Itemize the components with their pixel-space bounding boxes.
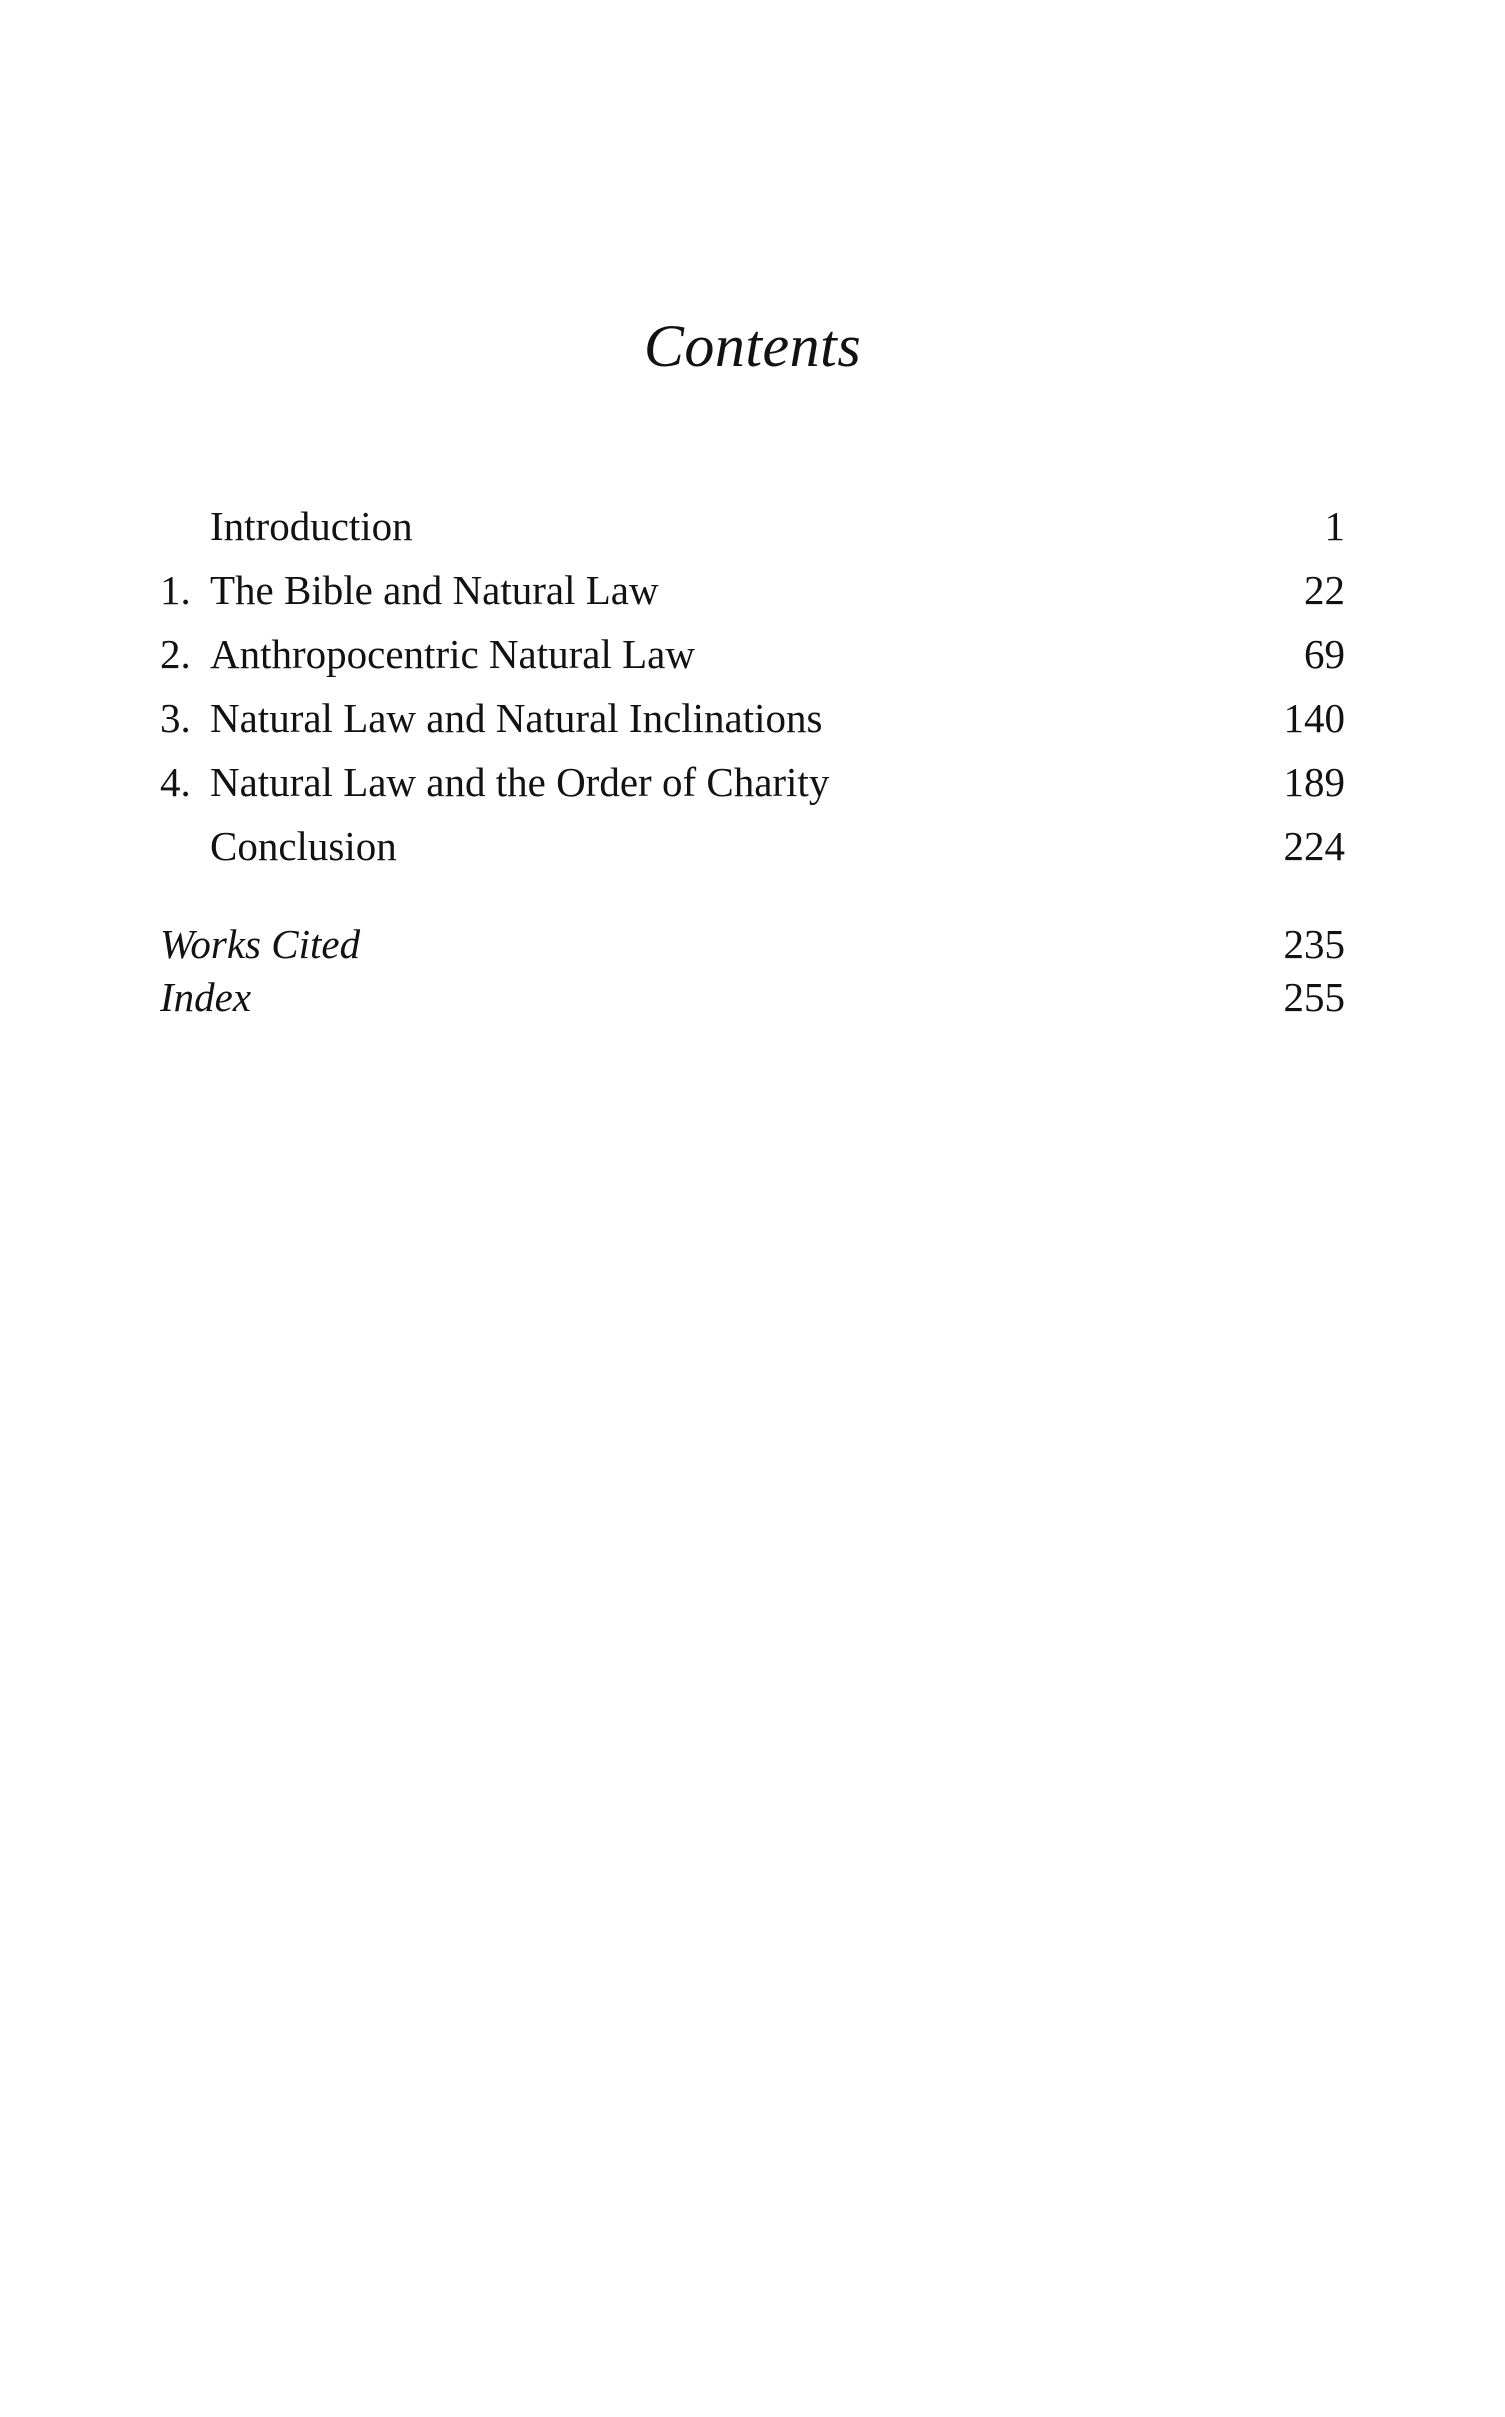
toc-entry-number: 4.: [160, 759, 191, 805]
toc-entry-label: Natural Law and the Order of Charity: [210, 759, 830, 805]
toc-entry: [160, 686, 1345, 750]
toc-entry-number: 1.: [160, 567, 191, 613]
toc-entry: [160, 814, 1345, 878]
back-matter-entry: [160, 971, 1345, 1024]
toc-entry-label: Anthropocentric Natural Law: [210, 631, 695, 677]
toc-entry-label: Introduction: [210, 503, 413, 549]
toc-entry-page: 69: [1304, 631, 1345, 677]
toc-entry-label: Natural Law and Natural Inclinations: [210, 695, 823, 741]
back-matter-page: 255: [1283, 974, 1345, 1020]
page-title: Contents: [643, 313, 862, 379]
toc-entry: [160, 558, 1345, 622]
toc-entry: [160, 750, 1345, 814]
toc-entry-page: 140: [1283, 695, 1345, 741]
toc-entry-page: 1: [1324, 503, 1345, 549]
back-matter-label: Works Cited: [160, 921, 361, 967]
toc-entry-label: The Bible and Natural Law: [210, 567, 659, 613]
back-matter-entry: [160, 918, 1345, 971]
toc-entry: [160, 622, 1345, 686]
back-matter-section: [160, 918, 1345, 1024]
table-of-contents: [160, 494, 1345, 1024]
toc-entry-number: 2.: [160, 631, 191, 677]
back-matter-page: 235: [1283, 921, 1345, 967]
back-matter-label: Index: [160, 974, 252, 1020]
toc-entry-page: 189: [1283, 759, 1345, 805]
toc-entry-page: 22: [1304, 567, 1345, 613]
toc-entry-label: Conclusion: [210, 823, 397, 869]
toc-entry: [160, 494, 1345, 558]
toc-entry-number: 3.: [160, 695, 191, 741]
toc-entry-page: 224: [1283, 823, 1345, 869]
